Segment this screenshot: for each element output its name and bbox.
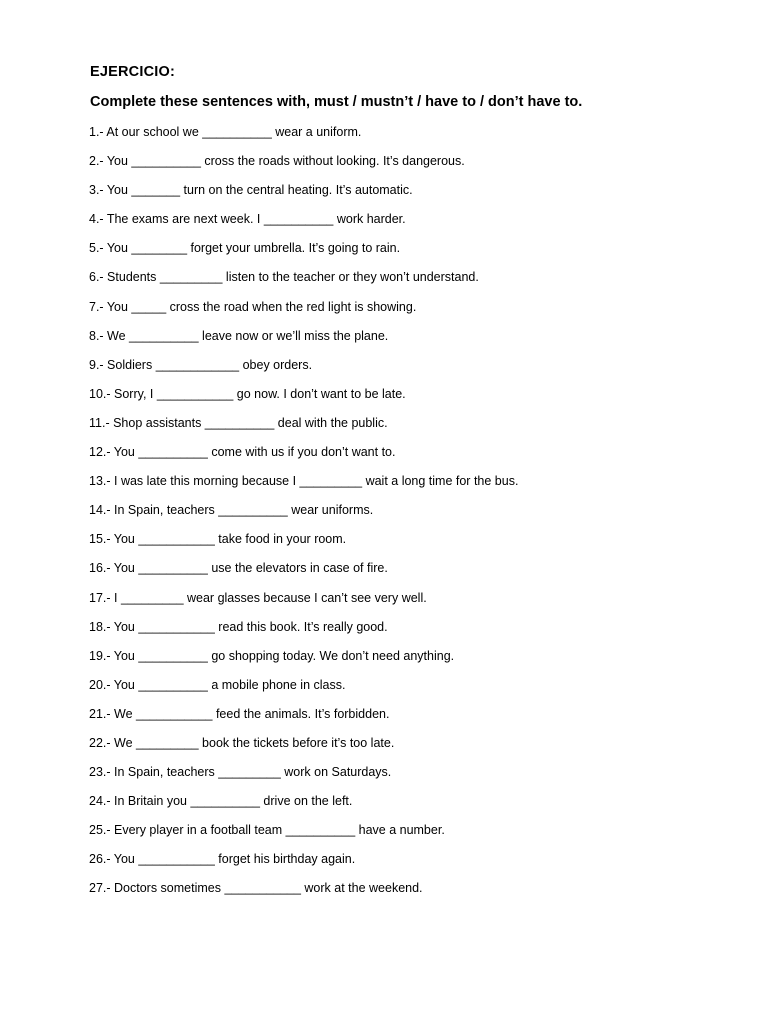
sentence-item: 2.- You __________ cross the roads without looking. It’s dangerous. bbox=[89, 154, 465, 169]
sentence-item: 24.- In Britain you __________ drive on the left. bbox=[89, 794, 353, 809]
sentence-item: 16.- You __________ use the elevators in case of fire. bbox=[89, 561, 388, 576]
sentence-item: 8.- We __________ leave now or we’ll miss the plane. bbox=[89, 328, 389, 343]
sentence-item: 21.- We ___________ feed the animals. It’s forbidden. bbox=[89, 706, 390, 721]
sentence-item: 18.- You ___________ read this book. It’s really good. bbox=[89, 619, 388, 634]
sentence-list bbox=[89, 124, 518, 910]
sentence-item: 17.- I _________ wear glasses because I can’t see very well. bbox=[89, 590, 427, 605]
sentence-item: 6.- Students _________ listen to the teacher or they won’t understand. bbox=[89, 270, 479, 285]
sentence-item: 20.- You __________ a mobile phone in class. bbox=[89, 677, 346, 692]
sentence-item: 13.- I was late this morning because I _________ wait a long time for the bus. bbox=[89, 474, 519, 489]
sentence-item: 14.- In Spain, teachers __________ wear uniforms. bbox=[89, 503, 374, 518]
sentence-item: 26.- You ___________ forget his birthday again. bbox=[89, 852, 356, 867]
sentence-item: 22.- We _________ book the tickets before it’s too late. bbox=[89, 735, 395, 750]
sentence-item: 3.- You _______ turn on the central heating. It’s automatic. bbox=[89, 183, 413, 198]
sentence-item: 4.- The exams are next week. I __________ work harder. bbox=[89, 212, 406, 227]
sentence-item: 15.- You ___________ take food in your room. bbox=[89, 532, 347, 547]
sentence-item: 5.- You ________ forget your umbrella. It’s going to rain. bbox=[89, 241, 401, 256]
sentence-item: 23.- In Spain, teachers _________ work on Saturdays. bbox=[89, 765, 392, 780]
sentence-item: 9.- Soldiers ____________ obey orders. bbox=[89, 357, 313, 372]
sentence-item: 12.- You __________ come with us if you don’t want to. bbox=[89, 445, 396, 460]
exercise-instruction: Complete these sentences with, must / mustn’t / have to / don’t have to. bbox=[90, 94, 583, 110]
sentence-item: 27.- Doctors sometimes ___________ work at the weekend. bbox=[89, 881, 423, 896]
sentence-item: 19.- You __________ go shopping today. We don’t need anything. bbox=[89, 648, 455, 663]
sentence-item: 11.- Shop assistants __________ deal with the public. bbox=[89, 415, 388, 430]
sentence-item: 1.- At our school we __________ wear a uniform. bbox=[89, 125, 362, 139]
sentence-item: 10.- Sorry, I ___________ go now. I don’t want to be late. bbox=[89, 386, 406, 401]
sentence-item: 7.- You _____ cross the road when the red light is showing. bbox=[89, 299, 417, 314]
sentence-item: 25.- Every player in a football team __________ have a number. bbox=[89, 823, 445, 838]
exercise-heading: EJERCICIO: bbox=[90, 64, 175, 80]
